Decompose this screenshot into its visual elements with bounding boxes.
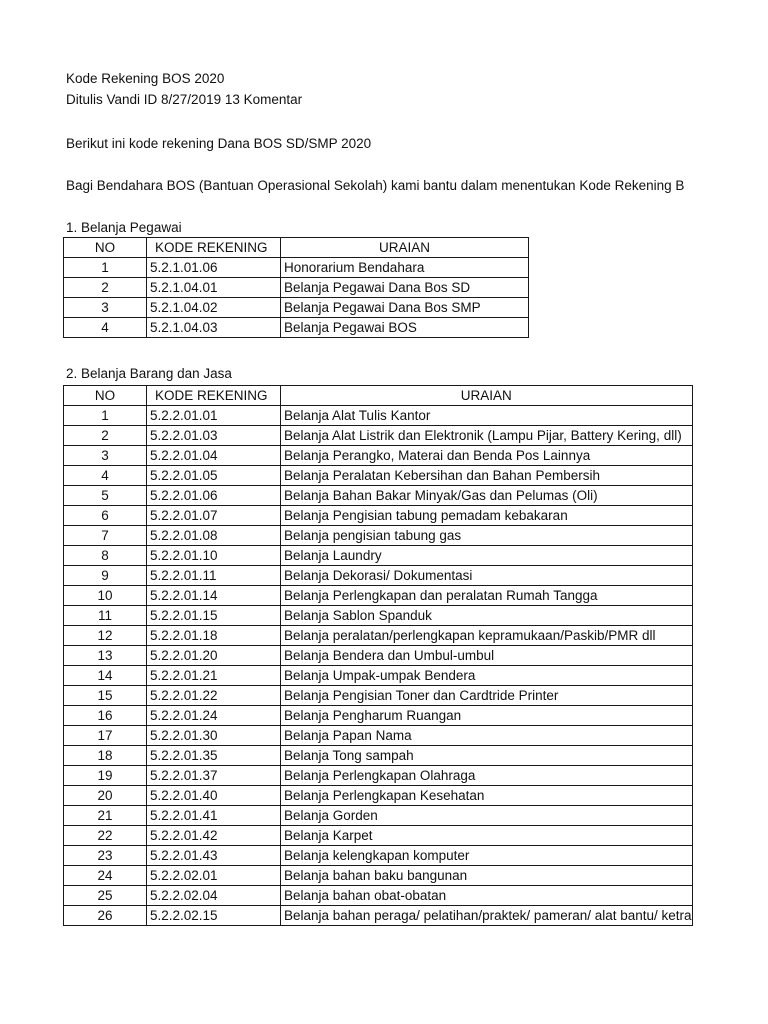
cell-kode-rekening: 5.2.2.01.35 bbox=[147, 746, 281, 766]
table-row bbox=[64, 646, 693, 666]
author-date-comments: Ditulis Vandi ID 8/27/2019 13 Komentar bbox=[66, 92, 303, 107]
cell-kode-rekening: 5.2.2.01.41 bbox=[147, 806, 281, 826]
column-header-kode-rekening: KODE REKENING bbox=[147, 386, 281, 406]
cell-kode-rekening: 5.2.2.01.06 bbox=[147, 486, 281, 506]
cell-uraian: Belanja Pengharum Ruangan bbox=[281, 706, 693, 726]
table-row bbox=[64, 626, 693, 646]
cell-no: 3 bbox=[64, 446, 147, 466]
table-row bbox=[64, 566, 693, 586]
table-row bbox=[64, 258, 529, 278]
table-row bbox=[64, 606, 693, 626]
cell-no: 6 bbox=[64, 506, 147, 526]
column-header-uraian: URAIAN bbox=[281, 386, 693, 406]
cell-no: 20 bbox=[64, 786, 147, 806]
cell-kode-rekening: 5.2.1.01.06 bbox=[147, 258, 281, 278]
table-row bbox=[64, 826, 693, 846]
cell-uraian: Belanja Pegawai Dana Bos SMP bbox=[281, 298, 529, 318]
table-row bbox=[64, 686, 693, 706]
column-header-kode-rekening: KODE REKENING bbox=[147, 238, 281, 258]
table-row bbox=[64, 866, 693, 886]
cell-no: 17 bbox=[64, 726, 147, 746]
table-row bbox=[64, 586, 693, 606]
cell-kode-rekening: 5.2.2.01.21 bbox=[147, 666, 281, 686]
cell-uraian: Belanja Dekorasi/ Dokumentasi bbox=[281, 566, 693, 586]
cell-no: 12 bbox=[64, 626, 147, 646]
cell-kode-rekening: 5.2.2.01.10 bbox=[147, 546, 281, 566]
cell-kode-rekening: 5.2.1.04.02 bbox=[147, 298, 281, 318]
table-row bbox=[64, 906, 693, 926]
cell-kode-rekening: 5.2.2.01.14 bbox=[147, 586, 281, 606]
cell-no: 18 bbox=[64, 746, 147, 766]
cell-no: 16 bbox=[64, 706, 147, 726]
cell-uraian: Belanja Perlengkapan Kesehatan bbox=[281, 786, 693, 806]
table-row bbox=[64, 318, 529, 338]
cell-kode-rekening: 5.2.2.02.01 bbox=[147, 866, 281, 886]
cell-uraian: Honorarium Bendahara bbox=[281, 258, 529, 278]
description-paragraph: Bagi Bendahara BOS (Bantuan Operasional Sekolah) kami bantu dalam menentukan Kode Rekening B bbox=[66, 178, 685, 193]
table-row bbox=[64, 726, 693, 746]
cell-uraian: Belanja Umpak-umpak Bendera bbox=[281, 666, 693, 686]
cell-kode-rekening: 5.2.2.02.15 bbox=[147, 906, 281, 926]
cell-kode-rekening: 5.2.2.01.40 bbox=[147, 786, 281, 806]
cell-uraian: Belanja Peralatan Kebersihan dan Bahan Pembersih bbox=[281, 466, 693, 486]
cell-kode-rekening: 5.2.2.02.04 bbox=[147, 886, 281, 906]
cell-uraian: Belanja Tong sampah bbox=[281, 746, 693, 766]
cell-uraian: Belanja Papan Nama bbox=[281, 726, 693, 746]
cell-uraian: Belanja Sablon Spanduk bbox=[281, 606, 693, 626]
cell-uraian: Belanja bahan peraga/ pelatihan/praktek/ pameran/ alat bantu/ ketra bbox=[281, 906, 693, 926]
cell-no: 5 bbox=[64, 486, 147, 506]
cell-kode-rekening: 5.2.2.01.03 bbox=[147, 426, 281, 446]
table-header-row bbox=[64, 386, 693, 406]
cell-uraian: Belanja Alat Listrik dan Elektronik (Lampu Pijar, Battery Kering, dll) bbox=[281, 426, 693, 446]
cell-uraian: Belanja bahan obat-obatan bbox=[281, 886, 693, 906]
table-row bbox=[64, 846, 693, 866]
section-heading-belanja-pegawai: 1. Belanja Pegawai bbox=[66, 220, 182, 235]
table-row bbox=[64, 526, 693, 546]
table-row bbox=[64, 466, 693, 486]
cell-no: 13 bbox=[64, 646, 147, 666]
cell-no: 1 bbox=[64, 406, 147, 426]
cell-no: 4 bbox=[64, 466, 147, 486]
cell-kode-rekening: 5.2.2.01.01 bbox=[147, 406, 281, 426]
cell-uraian: Belanja Karpet bbox=[281, 826, 693, 846]
table-belanja-pegawai bbox=[63, 237, 529, 338]
column-header-no: NO bbox=[64, 386, 147, 406]
table-row bbox=[64, 706, 693, 726]
cell-no: 4 bbox=[64, 318, 147, 338]
cell-no: 8 bbox=[64, 546, 147, 566]
table-header-row bbox=[64, 238, 529, 258]
cell-uraian: Belanja Gorden bbox=[281, 806, 693, 826]
cell-kode-rekening: 5.2.2.01.04 bbox=[147, 446, 281, 466]
cell-kode-rekening: 5.2.1.04.01 bbox=[147, 278, 281, 298]
table-row bbox=[64, 746, 693, 766]
table-row bbox=[64, 486, 693, 506]
cell-uraian: Belanja peralatan/perlengkapan kepramukaan/Paskib/PMR dll bbox=[281, 626, 693, 646]
cell-uraian: Belanja Pengisian Toner dan Cardtride Printer bbox=[281, 686, 693, 706]
cell-no: 1 bbox=[64, 258, 147, 278]
cell-uraian: Belanja Perangko, Materai dan Benda Pos Lainnya bbox=[281, 446, 693, 466]
table-row bbox=[64, 506, 693, 526]
table-row bbox=[64, 426, 693, 446]
cell-uraian: Belanja Bahan Bakar Minyak/Gas dan Pelumas (Oli) bbox=[281, 486, 693, 506]
cell-no: 23 bbox=[64, 846, 147, 866]
cell-uraian: Belanja Perlengkapan Olahraga bbox=[281, 766, 693, 786]
table-row bbox=[64, 278, 529, 298]
table-row bbox=[64, 406, 693, 426]
cell-uraian: Belanja bahan baku bangunan bbox=[281, 866, 693, 886]
table-row bbox=[64, 666, 693, 686]
table-row bbox=[64, 298, 529, 318]
table-row bbox=[64, 886, 693, 906]
table-row bbox=[64, 446, 693, 466]
document-title: Kode Rekening BOS 2020 bbox=[66, 71, 225, 86]
section-heading-belanja-barang-jasa: 2. Belanja Barang dan Jasa bbox=[66, 366, 232, 381]
cell-kode-rekening: 5.2.2.01.15 bbox=[147, 606, 281, 626]
cell-kode-rekening: 5.2.2.01.20 bbox=[147, 646, 281, 666]
cell-uraian: Belanja Alat Tulis Kantor bbox=[281, 406, 693, 426]
cell-no: 26 bbox=[64, 906, 147, 926]
cell-kode-rekening: 5.2.2.01.30 bbox=[147, 726, 281, 746]
cell-no: 3 bbox=[64, 298, 147, 318]
cell-no: 7 bbox=[64, 526, 147, 546]
cell-no: 9 bbox=[64, 566, 147, 586]
cell-kode-rekening: 5.2.2.01.42 bbox=[147, 826, 281, 846]
table-row bbox=[64, 766, 693, 786]
cell-uraian: Belanja Pegawai BOS bbox=[281, 318, 529, 338]
table-row bbox=[64, 806, 693, 826]
cell-kode-rekening: 5.2.2.01.18 bbox=[147, 626, 281, 646]
cell-uraian: Belanja Perlengkapan dan peralatan Rumah Tangga bbox=[281, 586, 693, 606]
cell-no: 25 bbox=[64, 886, 147, 906]
column-header-uraian: URAIAN bbox=[281, 238, 529, 258]
table-belanja-barang-jasa bbox=[63, 385, 693, 926]
column-header-no: NO bbox=[64, 238, 147, 258]
cell-no: 2 bbox=[64, 426, 147, 446]
cell-uraian: Belanja Bendera dan Umbul-umbul bbox=[281, 646, 693, 666]
cell-kode-rekening: 5.2.2.01.08 bbox=[147, 526, 281, 546]
cell-kode-rekening: 5.2.2.01.07 bbox=[147, 506, 281, 526]
cell-no: 22 bbox=[64, 826, 147, 846]
cell-uraian: Belanja kelengkapan komputer bbox=[281, 846, 693, 866]
cell-no: 19 bbox=[64, 766, 147, 786]
intro-paragraph: Berikut ini kode rekening Dana BOS SD/SMP 2020 bbox=[66, 136, 372, 151]
cell-uraian: Belanja pengisian tabung gas bbox=[281, 526, 693, 546]
cell-no: 10 bbox=[64, 586, 147, 606]
cell-no: 15 bbox=[64, 686, 147, 706]
cell-kode-rekening: 5.2.2.01.24 bbox=[147, 706, 281, 726]
table-row bbox=[64, 786, 693, 806]
cell-no: 24 bbox=[64, 866, 147, 886]
cell-kode-rekening: 5.2.2.01.11 bbox=[147, 566, 281, 586]
cell-no: 21 bbox=[64, 806, 147, 826]
cell-no: 2 bbox=[64, 278, 147, 298]
cell-kode-rekening: 5.2.2.01.22 bbox=[147, 686, 281, 706]
cell-kode-rekening: 5.2.2.01.43 bbox=[147, 846, 281, 866]
cell-no: 14 bbox=[64, 666, 147, 686]
cell-no: 11 bbox=[64, 606, 147, 626]
cell-uraian: Belanja Pengisian tabung pemadam kebakaran bbox=[281, 506, 693, 526]
cell-kode-rekening: 5.2.2.01.37 bbox=[147, 766, 281, 786]
table-row bbox=[64, 546, 693, 566]
cell-kode-rekening: 5.2.2.01.05 bbox=[147, 466, 281, 486]
cell-uraian: Belanja Pegawai Dana Bos SD bbox=[281, 278, 529, 298]
cell-uraian: Belanja Laundry bbox=[281, 546, 693, 566]
cell-kode-rekening: 5.2.1.04.03 bbox=[147, 318, 281, 338]
